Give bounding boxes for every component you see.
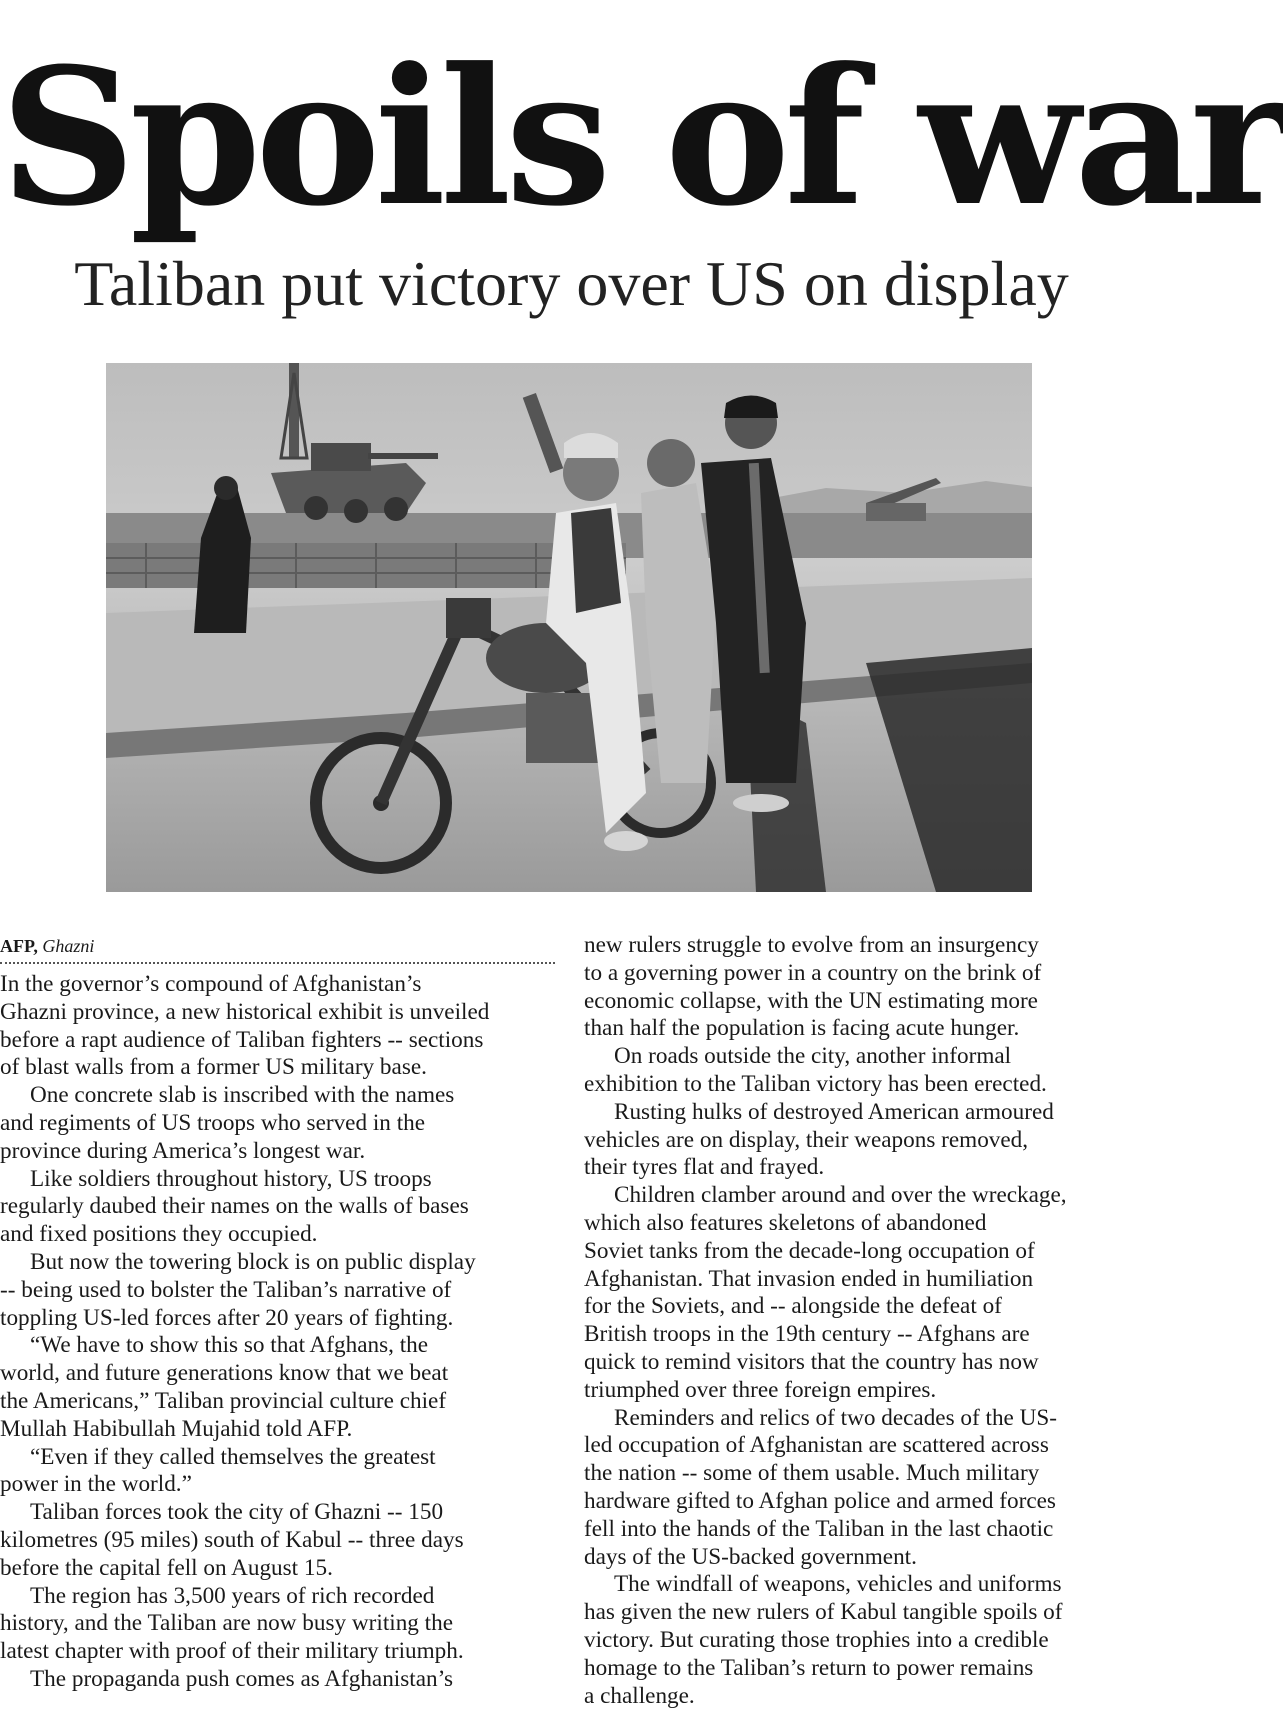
right-column-body <box>584 932 1143 1710</box>
article-line: “We have to show this so that Afghans, the <box>30 1332 429 1359</box>
article-line: “Even if they called themselves the greatest <box>30 1443 436 1470</box>
article-line: the nation -- some of them usable. Much military <box>584 1460 1040 1487</box>
headline: Spoils of war <box>0 27 1283 248</box>
article-line: Reminders and relics of two decades of the US- <box>614 1404 1058 1431</box>
left-column-body <box>0 971 555 1694</box>
article-line: for the Soviets, and -- alongside the defeat of <box>584 1293 1002 1320</box>
article-line: new rulers struggle to evolve from an insurgency <box>584 932 1039 958</box>
article-line: exhibition to the Taliban victory has been erected. <box>584 1070 1047 1097</box>
article-line: economic collapse, with the UN estimating more <box>584 987 1038 1014</box>
article-line: Afghanistan. That invasion ended in humiliation <box>584 1265 1034 1292</box>
article-line: and regiments of US troops who served in the <box>0 1109 426 1136</box>
article-line: Like soldiers throughout history, US troops <box>30 1165 432 1192</box>
article-line: and fixed positions they occupied. <box>0 1221 318 1248</box>
article-line: -- being used to bolster the Taliban’s narrative of <box>0 1276 452 1303</box>
photo-taliban-motorcycle-tank-icon <box>106 363 1032 892</box>
article-line: province during America’s longest war. <box>0 1137 366 1164</box>
article-line: hardware gifted to Afghan police and armed forces <box>584 1487 1056 1514</box>
byline-place: Ghazni <box>42 936 95 956</box>
article-column-left <box>0 932 555 1694</box>
article-line: days of the US-backed government. <box>584 1543 917 1570</box>
article-line: before the capital fell on August 15. <box>0 1554 333 1581</box>
article-line: their tyres flat and frayed. <box>584 1154 825 1181</box>
article-line: before a rapt audience of Taliban fighters -- sections <box>0 1026 484 1053</box>
byline <box>0 932 555 960</box>
article-line: Mullah Habibullah Mujahid told AFP. <box>0 1415 353 1442</box>
article-line: history, and the Taliban are now busy writing the <box>0 1610 454 1637</box>
article-line: of blast walls from a former US military base. <box>0 1054 427 1081</box>
article-line: has given the new rulers of Kabul tangible spoils of <box>584 1599 1063 1626</box>
article-line: led occupation of Afghanistan are scattered across <box>584 1432 1049 1459</box>
article-line: fell into the hands of the Taliban in the last chaotic <box>584 1515 1054 1542</box>
byline-divider <box>0 962 555 964</box>
article-line: Ghazni province, a new historical exhibit is unveiled <box>0 998 490 1025</box>
article-column-right <box>584 932 1143 1710</box>
article-line: toppling US-led forces after 20 years of fighting. <box>0 1304 454 1331</box>
article-line: The windfall of weapons, vehicles and uniforms <box>614 1571 1062 1598</box>
article-line: On roads outside the city, another informal <box>614 1043 1012 1070</box>
article-line: a challenge. <box>584 1682 695 1709</box>
article-line: triumphed over three foreign empires. <box>584 1376 937 1403</box>
article-line: victory. But curating those trophies into a credible <box>584 1626 1049 1653</box>
article-line: The propaganda push comes as Afghanistan’s <box>30 1665 454 1692</box>
article-line: British troops in the 19th century -- Afghans are <box>584 1321 1030 1348</box>
article-line: quick to remind visitors that the country has now <box>584 1348 1039 1375</box>
byline-agency: AFP, <box>0 936 38 956</box>
subheadline: Taliban put victory over US on display <box>74 248 1069 319</box>
article-line: But now the towering block is on public display <box>30 1248 476 1275</box>
article-line: One concrete slab is inscribed with the names <box>30 1082 455 1109</box>
article-line: kilometres (95 miles) south of Kabul -- three days <box>0 1526 464 1553</box>
article-line: The region has 3,500 years of rich recorded <box>30 1582 435 1609</box>
article-line: Rusting hulks of destroyed American armoured <box>614 1098 1054 1125</box>
article-line: world, and future generations know that we beat <box>0 1360 449 1387</box>
article-line: regularly daubed their names on the walls of bases <box>0 1193 469 1220</box>
article-line: vehicles are on display, their weapons removed, <box>584 1126 1029 1153</box>
article-line: than half the population is facing acute hunger. <box>584 1015 1020 1042</box>
article-line: Taliban forces took the city of Ghazni -- 150 <box>30 1499 444 1526</box>
article-line: the Americans,” Taliban provincial culture chief <box>0 1387 447 1414</box>
article-line: which also features skeletons of abandoned <box>584 1209 987 1236</box>
article-line: Children clamber around and over the wreckage, <box>614 1182 1067 1209</box>
news-photo <box>106 363 1032 892</box>
article-line: In the governor’s compound of Afghanistan’s <box>0 971 422 997</box>
article-line: power in the world.” <box>0 1471 192 1498</box>
article-line: latest chapter with proof of their military triumph. <box>0 1638 464 1665</box>
article-line: Soviet tanks from the decade-long occupation of <box>584 1237 1035 1264</box>
article-line: homage to the Taliban’s return to power remains <box>584 1654 1034 1681</box>
article-line: to a governing power in a country on the brink of <box>584 959 1042 986</box>
